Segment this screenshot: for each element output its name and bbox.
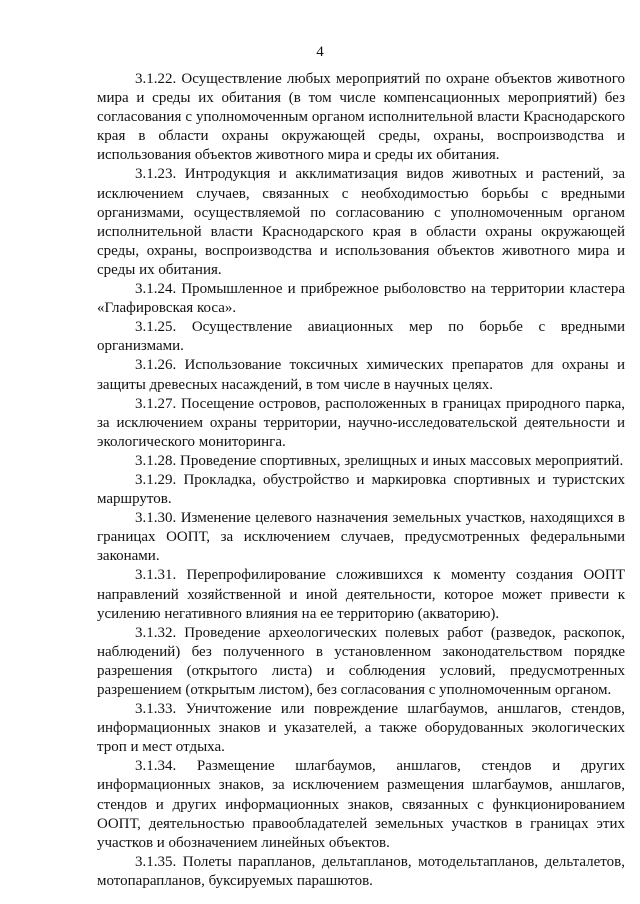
clause-3-1-25: 3.1.25. Осуществление авиационных мер по борьбе с вредными организмами. [97, 319, 625, 355]
clause-3-1-23: 3.1.23. Интродукция и акклиматизация видов животных и растений, за исключением случаев, связанных с необходимостью борьбы с вредными организмами, осуществляемой по согласованию с уполномоченным органом исполнительной власти Краснодарского края в области охраны окружающей среды, охраны, воспроизводства и использования объектов животного мира и среды их обитания. [97, 166, 625, 278]
clause-3-1-28: 3.1.28. Проведение спортивных, зрелищных и иных массовых мероприятий. [135, 452, 624, 469]
clause-3-1-22: 3.1.22. Осуществление любых мероприятий по охране объектов животного мира и среды их обитания (в том числе компенсационных мероприятий) без согласования с уполномоченным органом исполнительной власти Краснодарского края в области охраны окружающей среды, охраны, воспроизводства и использования объектов животного мира и среды их обитания. [97, 71, 625, 164]
clause-3-1-29: 3.1.29. Прокладка, обустройство и маркировка спортивных и туристских маршрутов. [97, 471, 625, 508]
clause-3-1-33: 3.1.33. Уничтожение или повреждение шлагбаумов, аншлагов, стендов, информационных знаков и указателей, а также оборудованных экологических троп и мест отдыха. [97, 701, 625, 756]
document-body [97, 70, 625, 891]
clause-3-1-32: 3.1.32. Проведение археологических полевых работ (разведок, раскопок, наблюдений) без полученного в установленном законодательством порядке разрешения (открытого листа) и соблюдения условий, предусмотренных разрешением (открытым листом), без согласования с уполномоченным органом. [97, 624, 625, 698]
clause-3-1-24: 3.1.24. Промышленное и прибрежное рыболовство на территории кластера «Глафировская коса». [97, 281, 625, 317]
clause-3-1-30: 3.1.30. Изменение целевого назначения земельных участков, находящихся в границах ООПТ, за исключением случаев, предусмотренных федеральными законами. [97, 510, 625, 565]
clause-3-1-27: 3.1.27. Посещение островов, расположенных в границах природного парка, за исключением охраны территории, научно-исследовательской деятельности и экологического мониторинга. [97, 395, 625, 450]
clause-3-1-34: 3.1.34. Размещение шлагбаумов, аншлагов, стендов и других информационных знаков, за исключением размещения шлагбаумов, аншлагов, стендов и других информационных знаков, связанных с функционированием ООПТ, деятельностью правообладателей земельных участков в границах этих участков и обозначением линейных объектов. [97, 758, 625, 851]
page-number: 4 [316, 44, 324, 60]
clause-3-1-35: 3.1.35. Полеты парапланов, дельтапланов, мотодельтапланов, дельталетов, мотопарапланов, буксируемых парашютов. [97, 853, 625, 889]
clause-3-1-26: 3.1.26. Использование токсичных химических препаратов для охраны и защиты древесных насаждений, в том числе в научных целях. [97, 357, 625, 393]
clause-3-1-31: 3.1.31. Перепрофилирование сложившихся к моменту создания ООПТ направлений хозяйственной и иной деятельности, которое может привести к усилению негативного влияния на ее территорию (акваторию). [97, 567, 625, 622]
